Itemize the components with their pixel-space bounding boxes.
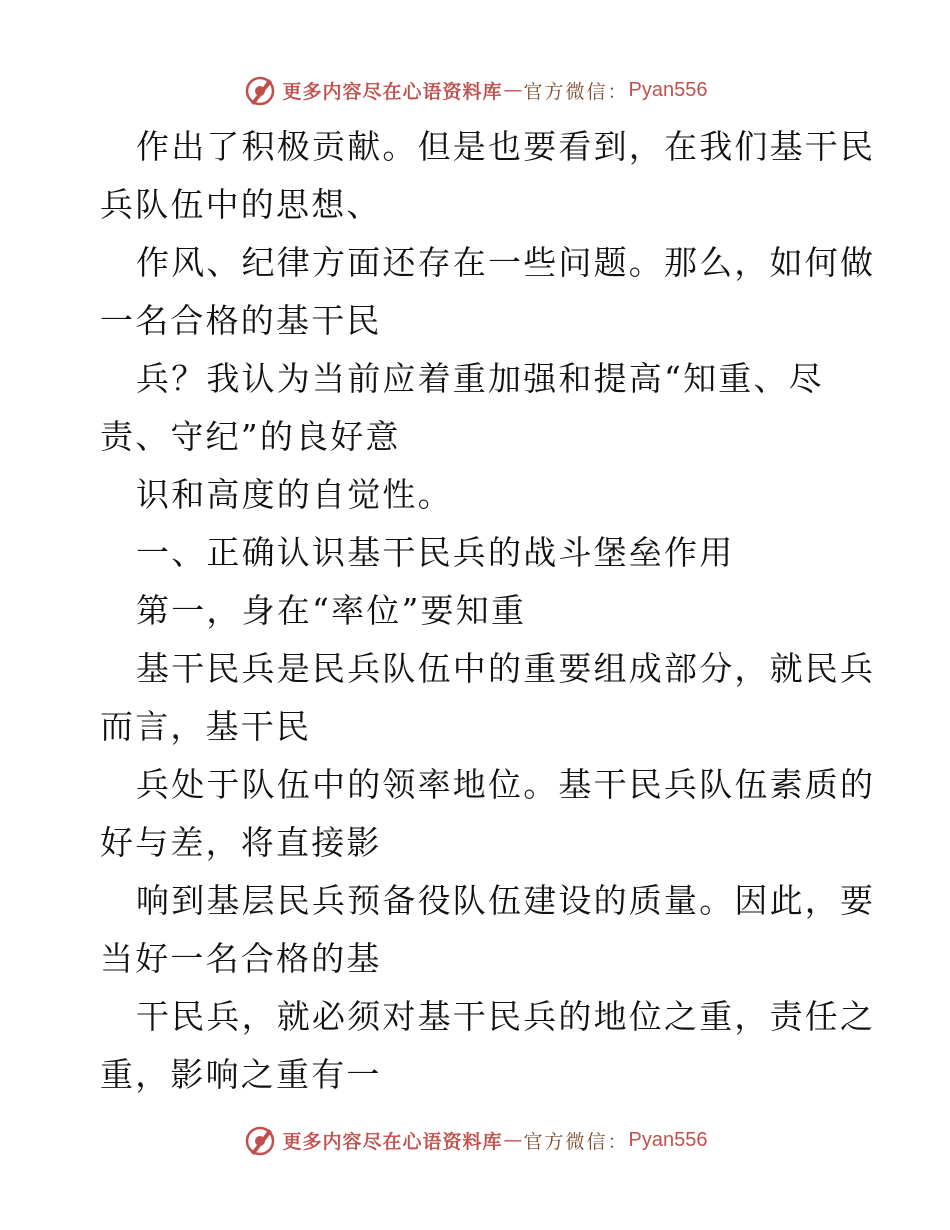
watermark-site-text: 更多内容尽在心语资料库 [282,80,503,103]
body-line: 当好一名合格的基 [100,939,382,978]
header-watermark [0,70,950,110]
body-line: 响到基层民兵预备役队伍建设的质量。因此，要 [136,881,876,920]
body-line: 作风、纪律方面还存在一些问题。那么，如何做 [136,243,876,282]
body-line: 重，影响之重有一 [100,1055,382,1094]
subsection-heading: 第一，身在“率位”要知重 [136,591,527,630]
body-line: 干民兵，就必须对基干民兵的地位之重，责任之 [136,997,876,1036]
body-line: 好与差，将直接影 [100,823,382,862]
body-line: 责、守纪”的良好意 [100,417,401,456]
body-line: 而言，基干民 [100,707,312,746]
body-line: 兵队伍中的思想、 [100,185,382,224]
watermark-dash: — [503,1129,523,1151]
body-line: 一名合格的基干民 [100,301,382,340]
body-line: 兵？我认为当前应着重加强和提高“知重、尽 [136,359,824,398]
watermark-wechat-label: 官方微信： [523,1130,629,1153]
footer-watermark [0,1120,950,1160]
watermark-dash: — [503,79,523,101]
body-line: 作出了积极贡献。但是也要看到，在我们基干民 [136,127,876,166]
logo-icon [243,73,277,107]
body-line: 识和高度的自觉性。 [136,475,453,514]
section-heading: 一、正确认识基干民兵的战斗堡垒作用 [136,533,735,572]
document-body [100,118,876,1104]
body-line: 基干民兵是民兵队伍中的重要组成部分，就民兵 [136,649,876,688]
watermark-wechat-id: Pyan556 [628,78,708,101]
body-line: 兵处于队伍中的领率地位。基干民兵队伍素质的 [136,765,876,804]
watermark-wechat-id: Pyan556 [628,1128,708,1151]
watermark-site-text: 更多内容尽在心语资料库 [282,1130,503,1153]
watermark-wechat-label: 官方微信： [523,80,629,103]
logo-icon [243,1123,277,1157]
